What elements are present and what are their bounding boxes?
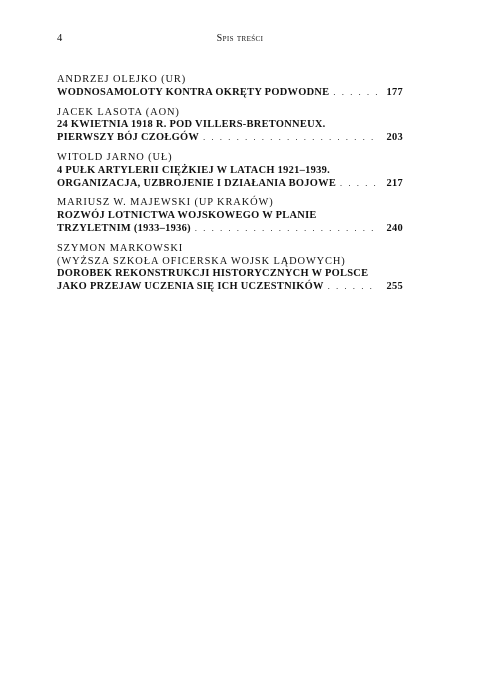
entry-page-number: 217 <box>386 177 403 189</box>
entry-author: ANDRZEJ OLEJKO (UR) <box>57 74 187 85</box>
entry-affiliation: (WYŻSZA SZKOŁA OFICERSKA WOJSK LĄDOWYCH) <box>57 255 346 267</box>
entry-author: WITOLD JARNO (UŁ) <box>57 151 173 163</box>
entry-author: SZYMON MARKOWSKI <box>57 242 184 254</box>
entry-author: JACEK LASOTA (AON) <box>57 106 180 118</box>
entry-title-line[interactable] <box>57 178 403 191</box>
table-of-contents <box>57 74 403 301</box>
dot-leader <box>333 87 377 100</box>
entry-title-text: WODNOSAMOLOTY KONTRA OKRĘTY PODWODNE <box>57 86 330 98</box>
entry-title-line: 4 PUŁK ARTYLERII CIĘŻKIEJ W LATACH 1921–1939. <box>57 164 331 176</box>
dot-leader <box>340 178 377 191</box>
toc-entry <box>57 74 403 100</box>
dot-leader <box>203 132 377 145</box>
page-number: 4 <box>57 33 63 44</box>
entry-page-number: 177 <box>386 86 403 98</box>
toc-entry <box>57 152 403 190</box>
toc-entry <box>57 197 403 235</box>
entry-title-text: PIERWSZY BÓJ CZOŁGÓW <box>57 132 200 144</box>
entry-page-number: 203 <box>386 132 403 144</box>
entry-author: MARIUSZ W. MAJEWSKI (UP KRAKÓW) <box>57 197 274 209</box>
toc-entry <box>57 107 403 145</box>
running-head: Spis treści <box>216 33 264 44</box>
entry-title-line: 24 KWIETNIA 1918 R. POD VILLERS-BRETONNEUX. <box>57 119 326 131</box>
entry-title-line: DOROBEK REKONSTRUKCJI HISTORYCZNYCH W POLSCE <box>57 268 369 280</box>
dot-leader <box>195 223 377 236</box>
entry-title-line[interactable] <box>57 132 403 145</box>
dot-leader <box>328 281 377 294</box>
entry-title-line: ROZWÓJ LOTNICTWA WOJSKOWEGO W PLANIE <box>57 210 317 222</box>
entry-page-number: 240 <box>386 222 403 234</box>
entry-title-text: TRZYLETNIM (1933–1936) <box>57 222 191 234</box>
entry-title-line[interactable] <box>57 87 403 100</box>
entry-page-number: 255 <box>386 281 403 293</box>
entry-title-text: ORGANIZACJA, UZBROJENIE I DZIAŁANIA BOJOWE <box>57 177 337 189</box>
entry-title-text: JAKO PRZEJAW UCZENIA SIĘ ICH UCZESTNIKÓW <box>57 281 324 293</box>
entry-title-line[interactable] <box>57 281 403 294</box>
entry-title-line[interactable] <box>57 223 403 236</box>
toc-entry <box>57 243 403 294</box>
